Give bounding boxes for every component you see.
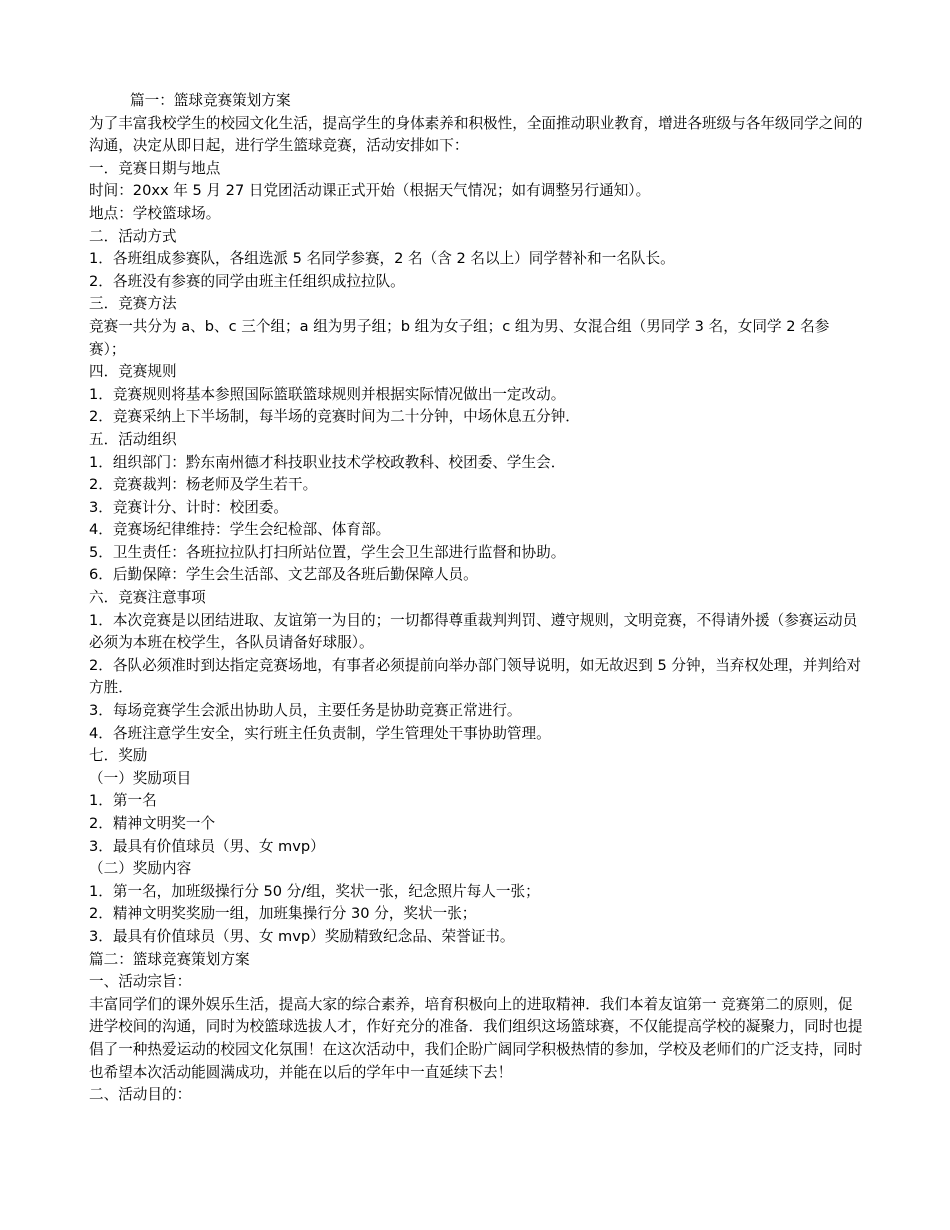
competition-groups-paragraph: 竞赛一共分为 a、b、c 三个组；a 组为男子组；b 组为女子组；c 组为男、女混合组（男同学 3 名，女同学 2 名参赛）； bbox=[89, 317, 830, 358]
heading-competition-rules: 四．竞赛规则 bbox=[89, 363, 177, 381]
notes-item-4: 4．各班注意学生安全，实行班主任负责制，学生管理处干事协助管理。 bbox=[89, 724, 551, 742]
document-page bbox=[89, 90, 864, 1107]
heading-activity-purpose: 一、活动宗旨： bbox=[89, 973, 192, 991]
intro-paragraph: 为了丰富我校学生的校园文化生活，提高学生的身体素养和积极性，全面推动职业教育，增进各班级与各年级同学之间的沟通，决定从即日起，进行学生篮球竞赛，活动安排如下： bbox=[89, 114, 863, 155]
organization-item-2: 2．竞赛裁判：杨老师及学生若干。 bbox=[89, 476, 318, 494]
purpose-paragraph: 丰富同学们的课外娱乐生活，提高大家的综合素养，培育积极向上的进取精神．我们本着友谊第一 竞赛第二的原则，促进学校间的沟通，同时为校篮球选拔人才，作好充分的准备．我们组织这场篮球赛，不仅能提高学校的凝聚力，同时也提倡了一种热爱运动的校园文化氛围！在这次活动中，我们企盼广阔同学积极热情的参加，学校及老师们的广泛支持，同时也希望本次活动能圆满成功，并能在以后的学年中一直延续下去！ bbox=[89, 995, 863, 1081]
award-content-heading: （二）奖励内容 bbox=[89, 860, 192, 878]
rules-item-1: 1．竞赛规则将基本参照国际篮联篮球规则并根据实际情况做出一定改动。 bbox=[89, 385, 566, 403]
heading-awards: 七．奖励 bbox=[89, 747, 148, 765]
heading-activity-goal: 二、活动目的： bbox=[89, 1086, 192, 1104]
heading-competition-method: 三．竞赛方法 bbox=[89, 295, 177, 313]
notes-item-1: 1．本次竞赛是以团结进取、友谊第一为目的；一切都得尊重裁判判罚、遵守规则，文明竞赛，不得请外援（参赛运动员必须为本班在校学生，各队员请备好球服）。 bbox=[89, 611, 858, 652]
award-items-heading: （一）奖励项目 bbox=[89, 769, 192, 787]
award-content-3: 3．最具有价值球员（男、女 mvp）奖励精致纪念品、荣誉证书。 bbox=[89, 927, 515, 945]
section-heading-part1: 篇一：篮球竞赛策划方案 bbox=[130, 92, 291, 109]
award-content-1: 1．第一名，加班级操行分 50 分/组，奖状一张，纪念照片每人一张； bbox=[89, 882, 540, 900]
method-item-2: 2．各班没有参赛的同学由班主任组织成拉拉队。 bbox=[89, 272, 405, 290]
section-heading-part2: 篇二：篮球竞赛策划方案 bbox=[89, 950, 250, 968]
heading-activity-method: 二．活动方式 bbox=[89, 227, 177, 245]
award-item-2: 2．精神文明奖一个 bbox=[89, 815, 216, 832]
time-line: 时间：20xx 年 5 月 27 日党团活动课正式开始（根据天气情况；如有调整另行通知）。 bbox=[89, 182, 651, 200]
organization-item-5: 5．卫生责任：各班拉拉队打扫所站位置，学生会卫生部进行监督和协助。 bbox=[89, 543, 566, 561]
rules-item-2: 2．竞赛采纳上下半场制，每半场的竞赛时间为二十分钟，中场休息五分钟． bbox=[89, 408, 580, 426]
organization-item-6: 6．后勤保障：学生会生活部、文艺部及各班后勤保障人员。 bbox=[89, 566, 478, 584]
award-item-1: 1．第一名 bbox=[89, 792, 157, 810]
notes-item-3: 3．每场竞赛学生会派出协助人员，主要任务是协助竞赛正常进行。 bbox=[89, 702, 522, 720]
heading-date-location: 一．竞赛日期与地点 bbox=[89, 159, 221, 177]
heading-notes: 六．竞赛注意事项 bbox=[89, 589, 206, 607]
organization-item-3: 3．竞赛计分、计时：校团委。 bbox=[89, 498, 289, 516]
location-line: 地点：学校篮球场。 bbox=[89, 204, 221, 222]
heading-activity-organization: 五．活动组织 bbox=[89, 430, 177, 448]
award-item-3: 3．最具有价值球员（男、女 mvp） bbox=[89, 837, 325, 855]
notes-item-2: 2．各队必须准时到达指定竞赛场地，有事者必须提前向举办部门领导说明，如无故迟到 5 分钟，当弃权处理，并判给对方胜． bbox=[89, 656, 862, 697]
method-item-1: 1．各班组成参赛队，各组选派 5 名同学参赛，2 名（含 2 名以上）同学替补和一名队长。 bbox=[89, 250, 675, 268]
organization-item-1: 1．组织部门：黔东南州德才科技职业技术学校政教科、校团委、学生会． bbox=[89, 453, 566, 471]
award-content-2: 2．精神文明奖奖励一组，加班集操行分 30 分，奖状一张； bbox=[89, 905, 477, 923]
organization-item-4: 4．竞赛场纪律维持：学生会纪检部、体育部。 bbox=[89, 521, 391, 539]
